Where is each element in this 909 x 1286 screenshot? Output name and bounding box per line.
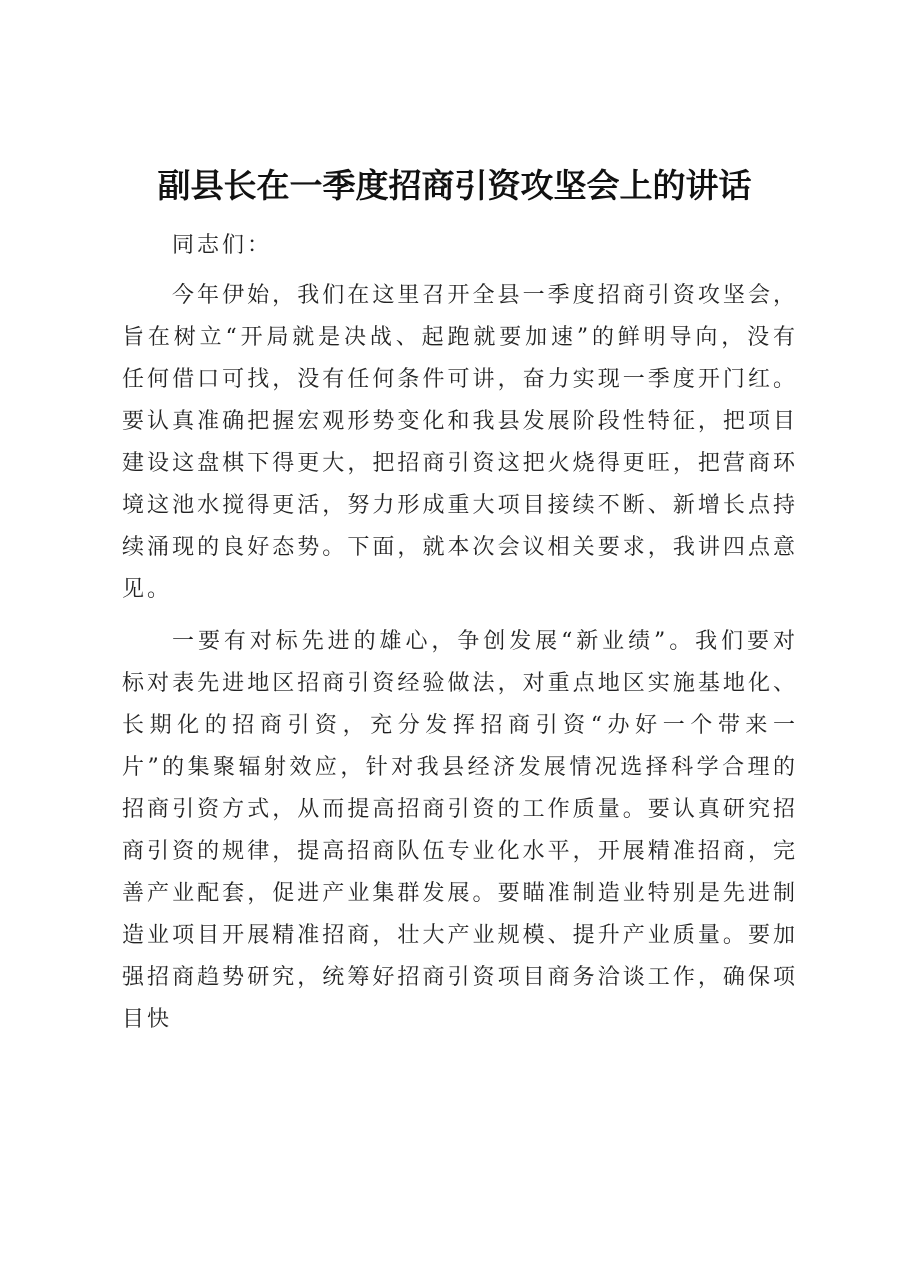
greeting-paragraph: 同志们： xyxy=(172,233,273,258)
document-title: 副县长在一季度招商引资攻坚会上的讲话 xyxy=(157,166,752,205)
point-one-paragraph: 一要有对标先进的雄心，争创发展“新业绩”。我们要对标对表先进地区招商引资经验做法，对重点地区实施基地化、长期化的招商引资，充分发挥招商引资“办好一个带来一片”的集聚辐射效应，针对我县经济发展情况选择科学合理的招商引资方式，从而提高招商引资的工作质量。要认真研究招商引资的规律，提高招商队伍专业化水平，开展精准招商，完善产业配套，促进产业集群发展。要瞄准制造业特别是先进制造业项目开展精准招商，壮大产业规模、提升产业质量。要加强招商趋势研究，统筹好招商引资项目商务洽谈工作，确保项目快 xyxy=(122,629,798,1032)
document-body xyxy=(122,225,798,1051)
intro-paragraph: 今年伊始，我们在这里召开全县一季度招商引资攻坚会，旨在树立“开局就是决战、起跑就要加速”的鲜明导向，没有任何借口可找，没有任何条件可讲，奋力实现一季度开门红。要认真准确把握宏观形势变化和我县发展阶段性特征，把项目建设这盘棋下得更大，把招商引资这把火烧得更旺，把营商环境这池水搅得更活，努力形成重大项目接续不断、新增长点持续涌现的良好态势。下面，就本次会议相关要求，我讲四点意见。 xyxy=(122,283,798,602)
